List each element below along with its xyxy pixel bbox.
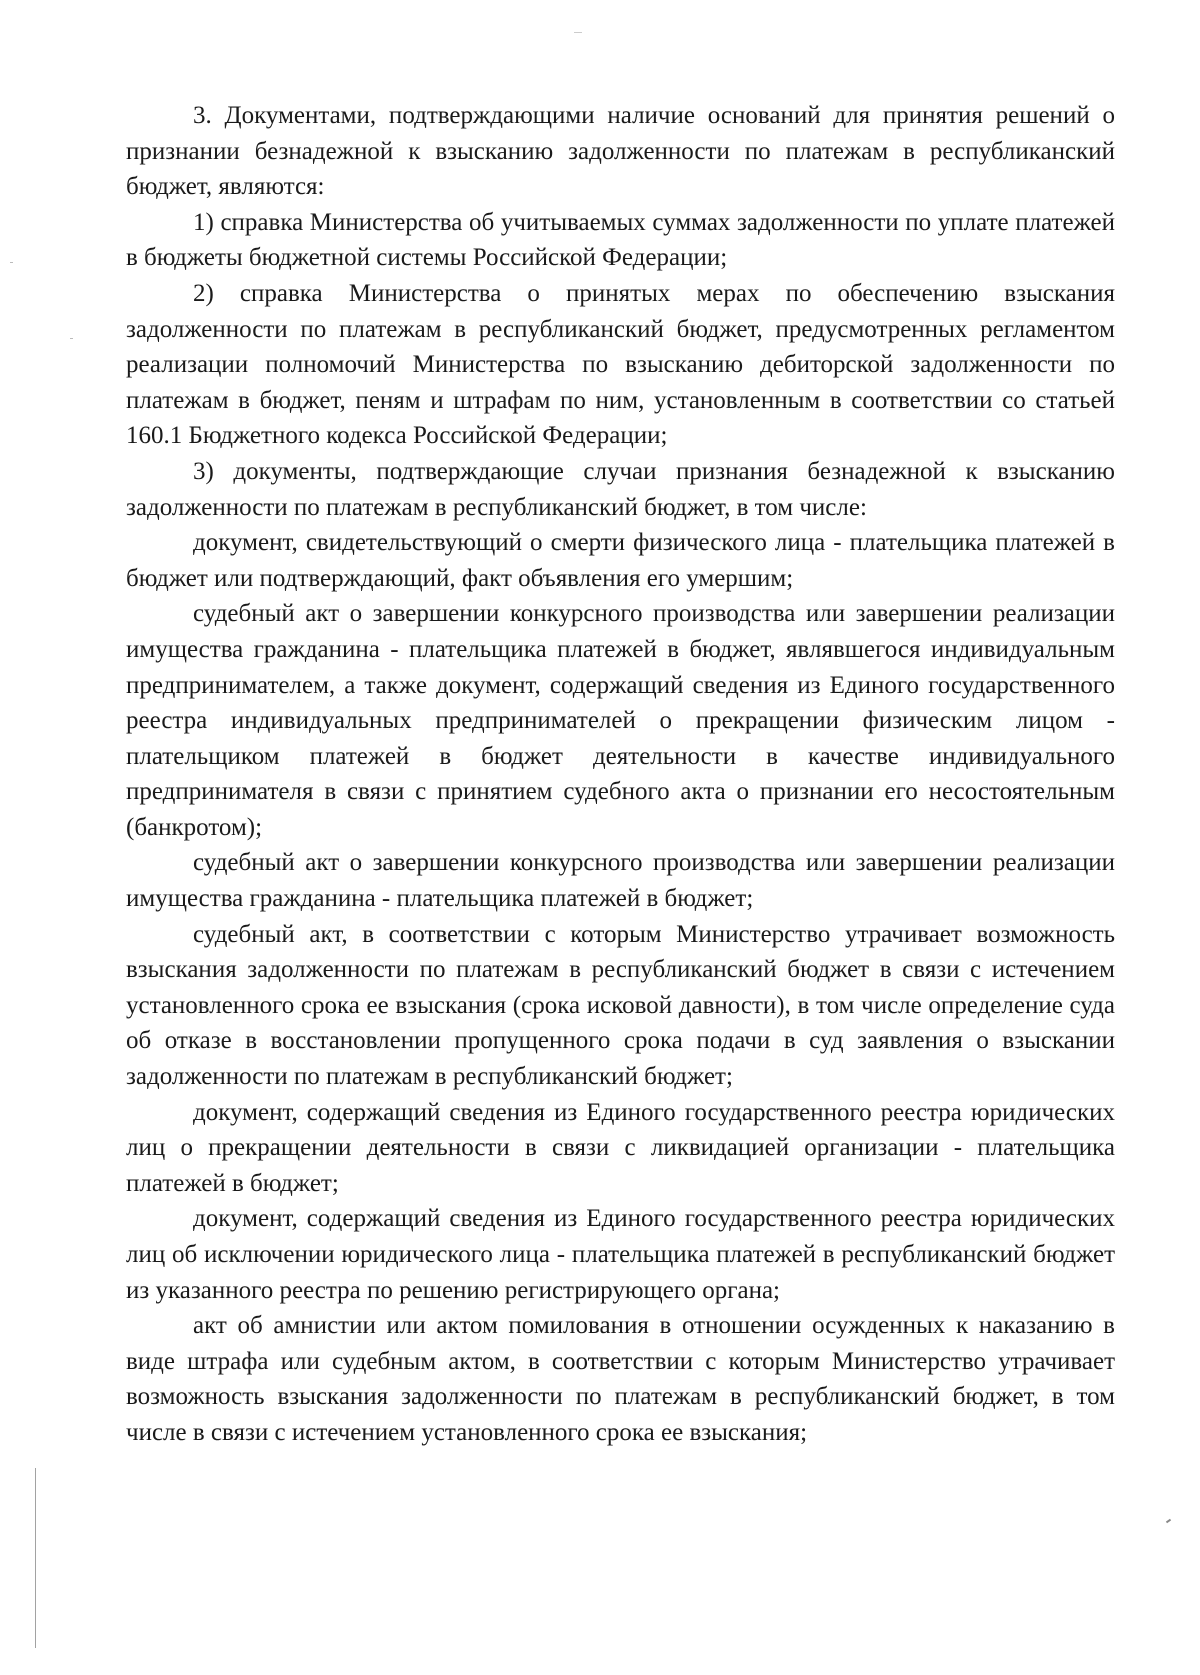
paragraph-death-certificate: документ, свидетельствующий о смерти физического лица - плательщика платежей в бюджет или подтверждающий, факт объявления его умершим;	[126, 529, 1115, 592]
document-body	[126, 98, 1115, 1451]
paragraph-exclusion-from-registry: документ, содержащий сведения из Единого государственного реестра юридических лиц об исключении юридического лица - плательщика платежей в республиканский бюджет из указанного реестра по решению регистрирующего органа;	[126, 1205, 1115, 1304]
paragraph-bankruptcy-citizen: судебный акт о завершении конкурсного производства или завершении реализации имущества гражданина - плательщика платежей в бюджет;	[126, 849, 1115, 913]
scan-speck	[70, 338, 73, 339]
paragraph-item-3: 3. Документами, подтверждающими наличие оснований для принятия решений о признании безнадежной к взысканию задолженности по платежам в республиканский бюджет, являются:	[126, 102, 1115, 201]
scan-edge-mark	[35, 1468, 36, 1648]
paragraph-subitem-2: 2) справка Министерства о принятых мерах по обеспечению взыскания задолженности по платежам в республиканский бюджет, предусмотренных регламентом реализации полномочий Министерства по взысканию дебиторской задолженности по платежам в бюджет, пеням и штрафам по ним, установленным в соответствии со статьей 160.1 Бюджетного кодекса Российской Федерации;	[126, 279, 1115, 450]
scan-speck	[574, 32, 582, 33]
scan-speck	[1166, 1519, 1171, 1524]
scan-speck	[10, 262, 13, 263]
paragraph-amnesty: акт об амнистии или актом помилования в отношении осужденных к наказанию в виде штрафа или судебным актом, в соответствии с которым Министерство утрачивает возможность взыскания задолженности по платежам в республиканский бюджет, в том числе в связи с истечением установленного срока ее взыскания;	[126, 1312, 1115, 1446]
paragraph-subitem-1: 1) справка Министерства об учитываемых суммах задолженности по уплате платежей в бюджеты бюджетной системы Российской Федерации;	[126, 208, 1115, 272]
paragraph-bankruptcy-entrepreneur: судебный акт о завершении конкурсного производства или завершении реализации имущества гражданина - плательщика платежей в бюджет, являвшегося индивидуальным предпринимателем, а также документ, содержащий сведения из Единого государственного реестра индивидуальных предпринимателей о прекращении физическим лицом - плательщиком платежей в бюджет деятельности в качестве индивидуального предпринимателя в связи с принятием судебного акта о признании его несостоятельным (банкротом);	[126, 600, 1115, 841]
paragraph-limitation-period: судебный акт, в соответствии с которым Министерство утрачивает возможность взыскания задолженности по платежам в республиканский бюджет в связи с истечением установленного срока ее взыскания (срока исковой давности), в том числе определение суда об отказе в восстановлении пропущенного срока подачи в суд заявления о взыскании задолженности по платежам в республиканский бюджет;	[126, 920, 1115, 1091]
paragraph-subitem-3: 3) документы, подтверждающие случаи признания безнадежной к взысканию задолженности по платежам в республиканский бюджет, в том числе:	[126, 457, 1115, 521]
paragraph-liquidation: документ, содержащий сведения из Единого государственного реестра юридических лиц о прекращении деятельности в связи с ликвидацией организации - плательщика платежей в бюджет;	[126, 1098, 1115, 1197]
